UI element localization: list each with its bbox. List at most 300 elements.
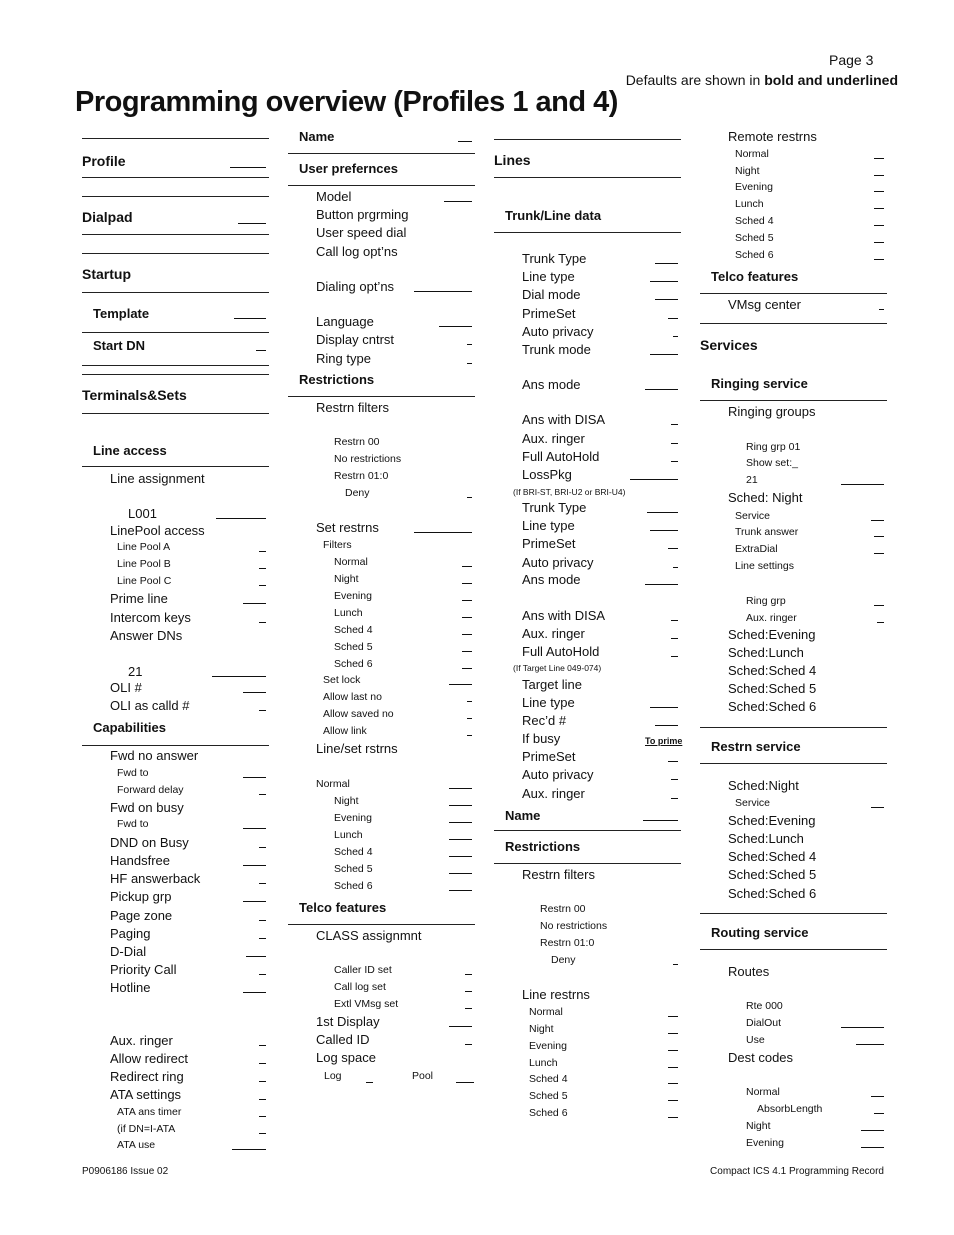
field-label: (if DN=I-ATA	[117, 1123, 176, 1135]
field-label: Line Pool A	[117, 541, 171, 553]
field-label: Sched 5	[529, 1090, 568, 1102]
field-label: Redirect ring	[110, 1069, 184, 1084]
entry-blank[interactable]	[668, 548, 678, 549]
entry-blank[interactable]	[449, 805, 472, 806]
field-label: Normal	[334, 556, 368, 568]
entry-blank[interactable]	[259, 974, 266, 975]
field-label: Lunch	[334, 829, 363, 841]
field-label: (If Target Line 049-074)	[513, 663, 602, 673]
field-label: Sched:Lunch	[728, 645, 804, 660]
field-label: Forward delay	[117, 784, 184, 796]
field-label: Evening	[735, 181, 773, 193]
entry-blank[interactable]	[650, 281, 678, 282]
field-label: Ans mode	[522, 572, 581, 587]
field-label: Sched 5	[735, 232, 774, 244]
section-heading: Template	[93, 306, 150, 321]
field-label: Line type	[522, 518, 575, 533]
field-label: Ans mode	[522, 377, 581, 392]
field-label: Routes	[728, 964, 770, 979]
section-rule	[700, 949, 887, 950]
section-heading: Restrn service	[711, 739, 801, 754]
field-label: Pickup grp	[110, 889, 172, 904]
entry-blank[interactable]	[259, 710, 266, 711]
entry-blank[interactable]	[259, 847, 266, 848]
field-label: Normal	[316, 778, 350, 790]
field-label: CLASS assignmnt	[316, 928, 422, 943]
section-rule	[494, 177, 681, 178]
field-label: D-Dial	[110, 944, 147, 959]
field-label: Allow saved no	[323, 708, 394, 720]
field-label: LossPkg	[522, 467, 572, 482]
field-label: Aux. ringer	[522, 786, 585, 801]
entry-blank[interactable]	[449, 839, 472, 840]
field-label: Restrn 01:0	[334, 470, 389, 482]
section-heading: Start DN	[93, 338, 146, 353]
field-label: Language	[316, 314, 374, 329]
field-label: ATA use	[117, 1139, 156, 1151]
entry-blank[interactable]	[874, 259, 884, 260]
section-rule	[288, 924, 475, 925]
footer-right: Compact ICS 4.1 Programming Record	[710, 1166, 884, 1177]
entry-blank[interactable]	[871, 807, 884, 808]
page-title: Programming overview (Profiles 1 and 4)	[75, 86, 618, 118]
field-label: Trunk Type	[522, 500, 587, 515]
entry-blank[interactable]	[243, 828, 266, 829]
field-label: Line settings	[735, 560, 794, 572]
field-label: Line restrns	[522, 987, 590, 1002]
field-label: Aux. ringer	[746, 612, 797, 624]
section-heading: Telco features	[299, 900, 387, 915]
entry-blank[interactable]	[259, 1081, 266, 1082]
entry-blank[interactable]	[467, 497, 472, 498]
field-label: Line type	[522, 269, 575, 284]
field-label: Hotline	[110, 980, 151, 995]
entry-blank[interactable]	[259, 883, 266, 884]
field-label: PrimeSet	[522, 536, 576, 551]
section-rule	[82, 745, 269, 746]
field-label: Deny	[345, 487, 370, 499]
field-label: Service	[735, 797, 771, 809]
field-label: Ring grp 01	[746, 441, 801, 453]
field-label: Sched:Night	[728, 778, 799, 793]
entry-blank[interactable]	[462, 651, 472, 652]
field-label: OLI as calld #	[110, 698, 190, 713]
field-label: Night	[334, 573, 359, 585]
to-prime-label: To prime	[645, 736, 683, 746]
field-label: Full AutoHold	[522, 449, 600, 464]
entry-blank[interactable]	[462, 566, 472, 567]
field-label: OLI #	[110, 680, 142, 695]
entry-blank[interactable]	[259, 1045, 266, 1046]
entry-blank[interactable]	[259, 794, 266, 795]
entry-blank[interactable]	[449, 822, 472, 823]
defaults-note-bold: bold and underlined	[764, 72, 898, 88]
field-label: 1st Display	[316, 1014, 380, 1029]
field-label: Call log set	[334, 981, 386, 993]
entry-blank[interactable]	[444, 201, 472, 202]
section-heading: Capabilities	[93, 720, 166, 735]
field-label: Night	[735, 165, 760, 177]
field-label: Allow redirect	[110, 1051, 189, 1066]
field-label: User speed dial	[316, 225, 407, 240]
field-label: Sched 6	[529, 1107, 568, 1119]
entry-blank[interactable]	[462, 668, 472, 669]
entry-blank[interactable]	[874, 553, 884, 554]
field-label: No restrictions	[540, 920, 608, 932]
field-label: Sched: Night	[728, 490, 803, 505]
field-label: Rte 000	[746, 1000, 783, 1012]
entry-blank[interactable]	[655, 725, 678, 726]
field-label: Evening	[529, 1040, 567, 1052]
entry-blank[interactable]	[650, 354, 678, 355]
field-label: Sched:Evening	[728, 813, 816, 828]
entry-blank[interactable]	[630, 479, 678, 480]
entry-blank[interactable]	[643, 820, 678, 821]
field-label: Line type	[522, 695, 575, 710]
section-heading: Services	[700, 337, 758, 353]
entry-blank[interactable]	[414, 291, 472, 292]
entry-blank[interactable]	[841, 484, 884, 485]
entry-blank[interactable]	[449, 890, 472, 891]
section-rule	[82, 234, 269, 235]
field-label: Trunk Type	[522, 251, 587, 266]
field-label: Sched 4	[334, 846, 373, 858]
entry-blank[interactable]	[234, 318, 266, 319]
field-label: Evening	[334, 812, 372, 824]
entry-blank[interactable]	[874, 1113, 884, 1114]
field-label: (If BRI-ST, BRI-U2 or BRI-U4)	[513, 487, 626, 497]
field-label: Night	[746, 1120, 771, 1132]
entry-blank[interactable]	[655, 299, 678, 300]
field-label: Allow last no	[323, 691, 382, 703]
entry-blank[interactable]	[668, 1016, 678, 1017]
entry-blank[interactable]	[874, 536, 884, 537]
entry-blank[interactable]	[449, 788, 472, 789]
entry-blank[interactable]	[243, 603, 266, 604]
entry-blank[interactable]	[668, 1050, 678, 1051]
field-label: Lunch	[735, 198, 764, 210]
field-label: Restrn filters	[522, 867, 595, 882]
field-label: Restrn filters	[316, 400, 389, 415]
field-label: Aux. ringer	[522, 626, 585, 641]
entry-blank[interactable]	[874, 208, 884, 209]
section-heading: Name	[299, 129, 335, 144]
field-label: Auto privacy	[522, 767, 594, 782]
field-label: Show set:_	[746, 457, 798, 469]
field-label: Restrn 00	[540, 903, 586, 915]
section-rule	[82, 177, 269, 178]
entry-blank[interactable]	[449, 684, 472, 685]
field-label: Call log opt’ns	[316, 244, 398, 259]
field-label: Fwd to	[117, 818, 149, 830]
field-label: DialOut	[746, 1017, 782, 1029]
entry-blank[interactable]	[232, 1149, 266, 1150]
entry-blank[interactable]	[668, 1033, 678, 1034]
section-heading: Name	[505, 808, 541, 823]
section-rule	[82, 332, 269, 333]
field-label: ATA settings	[110, 1087, 182, 1102]
entry-blank[interactable]	[238, 223, 266, 224]
entry-blank[interactable]	[861, 1130, 884, 1131]
section-heading: Restrictions	[299, 372, 375, 387]
pool-blank[interactable]	[456, 1082, 474, 1083]
entry-blank[interactable]	[668, 1083, 678, 1084]
field-label: Dest codes	[728, 1050, 794, 1065]
field-label: Auto privacy	[522, 555, 594, 570]
entry-blank[interactable]	[449, 873, 472, 874]
field-label: Answer DNs	[110, 628, 183, 643]
entry-blank[interactable]	[243, 992, 266, 993]
field-label: Display cntrst	[316, 332, 395, 347]
field-label: DND on Busy	[110, 835, 189, 850]
entry-blank[interactable]	[465, 974, 472, 975]
field-label: Sched 4	[529, 1073, 568, 1085]
section-rule	[288, 396, 475, 397]
entry-blank[interactable]	[467, 735, 472, 736]
entry-blank[interactable]	[874, 605, 884, 606]
section-rule	[82, 374, 269, 375]
section-heading: Restrictions	[505, 839, 581, 854]
field-label: Fwd no answer	[110, 748, 199, 763]
entry-blank[interactable]	[259, 1133, 266, 1134]
entry-blank[interactable]	[259, 622, 266, 623]
field-label: Aux. ringer	[522, 431, 585, 446]
field-label: Sched:Sched 6	[728, 699, 817, 714]
entry-blank[interactable]	[671, 779, 678, 780]
entry-blank[interactable]	[871, 520, 884, 521]
entry-blank[interactable]	[243, 865, 266, 866]
field-label: Log space	[316, 1050, 376, 1065]
field-label: Use	[746, 1034, 765, 1046]
field-label: Sched 5	[334, 641, 373, 653]
field-label: Sched:Sched 4	[728, 849, 817, 864]
section-heading: Telco features	[711, 269, 799, 284]
entry-blank[interactable]	[465, 1044, 472, 1045]
entry-blank[interactable]	[467, 701, 472, 702]
field-label: Sched 6	[735, 249, 774, 261]
section-rule	[700, 913, 887, 914]
entry-blank[interactable]	[671, 638, 678, 639]
section-rule	[494, 863, 681, 864]
entry-blank[interactable]	[874, 158, 884, 159]
entry-blank[interactable]	[439, 326, 472, 327]
field-label: AbsorbLength	[757, 1103, 823, 1115]
entry-blank[interactable]	[458, 141, 472, 142]
section-heading: Ringing service	[711, 376, 808, 391]
field-label: Restrn 00	[334, 436, 380, 448]
entry-blank[interactable]	[671, 620, 678, 621]
field-label: Trunk mode	[522, 342, 591, 357]
log-blank[interactable]	[366, 1082, 373, 1083]
field-label: PrimeSet	[522, 749, 576, 764]
field-label: Ringing groups	[728, 404, 816, 419]
field-label: ExtraDial	[735, 543, 778, 555]
entry-blank[interactable]	[874, 242, 884, 243]
field-label: Lunch	[529, 1057, 558, 1069]
entry-blank[interactable]	[841, 1027, 884, 1028]
entry-blank[interactable]	[467, 344, 472, 345]
entry-blank[interactable]	[668, 1067, 678, 1068]
field-label: Sched 5	[334, 863, 373, 875]
entry-blank[interactable]	[465, 991, 472, 992]
field-label: Night	[529, 1023, 554, 1035]
field-label: Fwd to	[117, 767, 149, 779]
entry-blank[interactable]	[467, 718, 472, 719]
entry-blank[interactable]	[259, 1099, 266, 1100]
field-label: Trunk answer	[735, 526, 799, 538]
field-label: Sched:Sched 5	[728, 867, 817, 882]
entry-blank[interactable]	[462, 600, 472, 601]
entry-blank[interactable]	[645, 584, 678, 585]
entry-blank[interactable]	[243, 901, 266, 902]
field-label: Filters	[323, 539, 352, 551]
entry-blank[interactable]	[673, 567, 678, 568]
entry-blank[interactable]	[655, 263, 678, 264]
section-rule	[700, 400, 887, 401]
section-rule	[700, 323, 887, 324]
entry-blank[interactable]	[861, 1147, 884, 1148]
entry-blank[interactable]	[650, 707, 678, 708]
field-label: Caller ID set	[334, 964, 392, 976]
field-label: Sched 4	[735, 215, 774, 227]
section-heading: Trunk/Line data	[505, 208, 602, 223]
field-label: Target line	[522, 677, 582, 692]
field-label: Sched 6	[334, 658, 373, 670]
field-label: Button prgrming	[316, 207, 409, 222]
log-label: Log	[324, 1070, 342, 1082]
field-label: If busy	[522, 731, 561, 746]
entry-blank[interactable]	[874, 191, 884, 192]
field-label: Handsfree	[110, 853, 170, 868]
entry-blank[interactable]	[462, 634, 472, 635]
field-label: Lunch	[334, 607, 363, 619]
field-label: Called ID	[316, 1032, 370, 1047]
field-label: Evening	[334, 590, 372, 602]
entry-blank[interactable]	[449, 1026, 472, 1027]
entry-blank[interactable]	[259, 568, 266, 569]
page-number: Page 3	[829, 52, 874, 68]
field-label: Ring grp	[746, 595, 786, 607]
entry-blank[interactable]	[874, 225, 884, 226]
entry-blank[interactable]	[671, 461, 678, 462]
entry-blank[interactable]	[647, 512, 678, 513]
entry-blank[interactable]	[243, 692, 266, 693]
entry-blank[interactable]	[259, 920, 266, 921]
entry-blank[interactable]	[256, 350, 266, 351]
entry-blank[interactable]	[212, 676, 266, 677]
section-rule	[82, 253, 269, 254]
field-label: 21	[746, 474, 758, 486]
field-label: Sched:Lunch	[728, 831, 804, 846]
field-label: Sched:Evening	[728, 627, 816, 642]
entry-blank[interactable]	[877, 622, 884, 623]
section-rule	[288, 185, 475, 186]
entry-blank[interactable]	[668, 1117, 678, 1118]
entry-blank[interactable]	[259, 1116, 266, 1117]
section-rule	[494, 139, 681, 140]
section-rule	[82, 365, 269, 366]
field-label: Model	[316, 189, 352, 204]
section-heading: Profile	[82, 153, 126, 169]
entry-blank[interactable]	[671, 424, 678, 425]
entry-blank[interactable]	[243, 777, 266, 778]
entry-blank[interactable]	[259, 551, 266, 552]
field-label: HF answerback	[110, 871, 201, 886]
entry-blank[interactable]	[259, 1063, 266, 1064]
field-label: Line/set rstrns	[316, 741, 398, 756]
field-label: Sched 6	[334, 880, 373, 892]
entry-blank[interactable]	[668, 318, 678, 319]
pool-label: Pool	[412, 1070, 434, 1082]
entry-blank[interactable]	[462, 583, 472, 584]
field-label: Deny	[551, 954, 576, 966]
entry-blank[interactable]	[259, 938, 266, 939]
field-label: Dialing opt’ns	[316, 279, 395, 294]
entry-blank[interactable]	[671, 443, 678, 444]
entry-blank[interactable]	[259, 585, 266, 586]
field-label: Service	[735, 510, 771, 522]
section-rule	[700, 293, 887, 294]
field-label: Intercom keys	[110, 610, 191, 625]
defaults-note-text: Defaults are shown in	[625, 72, 761, 88]
field-label: Allow link	[323, 725, 367, 737]
entry-blank[interactable]	[467, 363, 472, 364]
field-label: Sched:Sched 5	[728, 681, 817, 696]
section-heading: Dialpad	[82, 209, 133, 225]
section-heading: Startup	[82, 266, 131, 282]
entry-blank[interactable]	[874, 175, 884, 176]
entry-blank[interactable]	[230, 167, 266, 168]
field-label: Evening	[746, 1137, 784, 1149]
entry-blank[interactable]	[673, 964, 678, 965]
field-label: Priority Call	[110, 962, 177, 977]
section-rule	[82, 138, 269, 139]
entry-blank[interactable]	[671, 798, 678, 799]
field-label: Auto privacy	[522, 324, 594, 339]
entry-blank[interactable]	[465, 1008, 472, 1009]
entry-blank[interactable]	[871, 1096, 884, 1097]
field-label: Normal	[735, 148, 769, 160]
entry-blank[interactable]	[216, 518, 266, 519]
entry-blank[interactable]	[671, 656, 678, 657]
section-rule	[700, 763, 887, 764]
entry-blank[interactable]	[879, 309, 884, 310]
entry-blank[interactable]	[668, 1100, 678, 1101]
entry-blank[interactable]	[668, 761, 678, 762]
entry-blank[interactable]	[673, 336, 678, 337]
entry-blank[interactable]	[856, 1044, 884, 1045]
section-rule	[82, 196, 269, 197]
section-heading: User prefernces	[299, 161, 398, 176]
entry-blank[interactable]	[449, 856, 472, 857]
field-label: LinePool access	[110, 523, 205, 538]
entry-blank[interactable]	[414, 532, 472, 533]
field-label: Fwd on busy	[110, 800, 184, 815]
entry-blank[interactable]	[645, 389, 678, 390]
field-label: Sched:Sched 4	[728, 663, 817, 678]
entry-blank[interactable]	[246, 956, 266, 957]
field-label: No restrictions	[334, 453, 402, 465]
field-label: Ring type	[316, 351, 371, 366]
section-heading: Routing service	[711, 925, 809, 940]
entry-blank[interactable]	[650, 530, 678, 531]
field-label: Night	[334, 795, 359, 807]
section-heading: Terminals&Sets	[82, 387, 187, 403]
field-label: Normal	[529, 1006, 563, 1018]
section-heading: Line access	[93, 443, 167, 458]
field-label: Remote restrns	[728, 129, 817, 144]
entry-blank[interactable]	[462, 617, 472, 618]
